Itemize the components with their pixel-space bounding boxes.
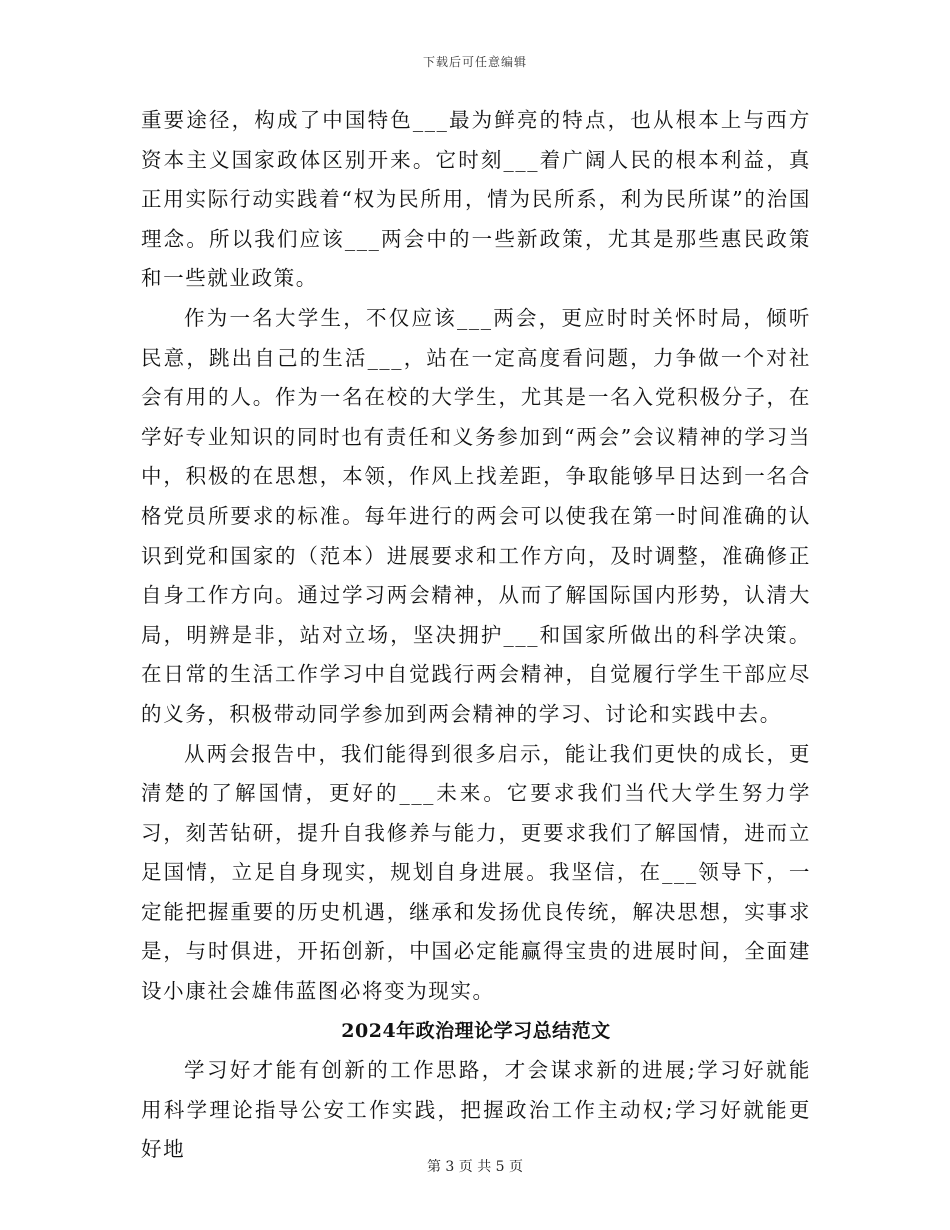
paragraph-continuation: 重要途径，构成了中国特色___最为鲜亮的特点，也从根本上与西方资本主义国家政体区别开来。它时刻___着广阔人民的根本利益，真正用实际行动实践着“权为民所用，情为民所系，利为民所谋”的治国理念。所以我们应该___两会中的一些新政策，尤其是那些惠民政策和一些就业政策。 <box>141 108 811 291</box>
paragraph-college-student: 作为一名大学生，不仅应该___两会，更应时时关怀时局，倾听民意，跳出自己的生活___，站在一定高度看问题，力争做一个对社会有用的人。作为一名在校的大学生，尤其是一名入党积极分子，在学好专业知识的同时也有责任和义务参加到“两会”会议精神的学习当中，积极的在思想，本领，作风上找差距，争取能够早日达到一名合格党员所要求的标准。每年进行的两会可以使我在第一时间准确的认识到党和国家的（范本）进展要求和工作方向，及时调整，准确修正自身工作方向。通过学习两会精神，从而了解国际国内形势，认清大局，明辨是非，站对立场，坚决拥护___和国家所做出的科学决策。在日常的生活工作学习中自觉践行两会精神，自觉履行学生干部应尽的义务，积极带动同学参加到两会精神的学习、讨论和实践中去。 <box>141 305 811 726</box>
page-header-note: 下载后可任意编辑 <box>422 55 527 69</box>
page-number: 第 3 页 共 5 页 <box>426 1159 524 1175</box>
paragraph-report-insights: 从两会报告中，我们能得到很多启示，能让我们更快的成长，更清楚的了解国情，更好的___未来。它要求我们当代大学生努力学习，刻苦钻研，提升自我修养与能力，更要求我们了解国情，进而立足国情，立足自身现实，规划自身进展。我坚信，在___领导下，一定能把握重要的历史机遇，继承和发扬优良传统，解决思想，实事求是，与时俱进，开拓创新，中国必定能赢得宝贵的进展时间，全面建设小康社会雄伟蓝图必将变为现实。 <box>141 741 811 1004</box>
paragraph-section-intro: 学习好才能有创新的工作思路，才会谋求新的进展;学习好就能用科学理论指导公安工作实践，把握政治工作主动权;学习好就能更好地 <box>141 1058 811 1162</box>
section-title: 2024年政治理论学习总结范文 <box>341 1019 611 1042</box>
document-body <box>141 101 811 1170</box>
